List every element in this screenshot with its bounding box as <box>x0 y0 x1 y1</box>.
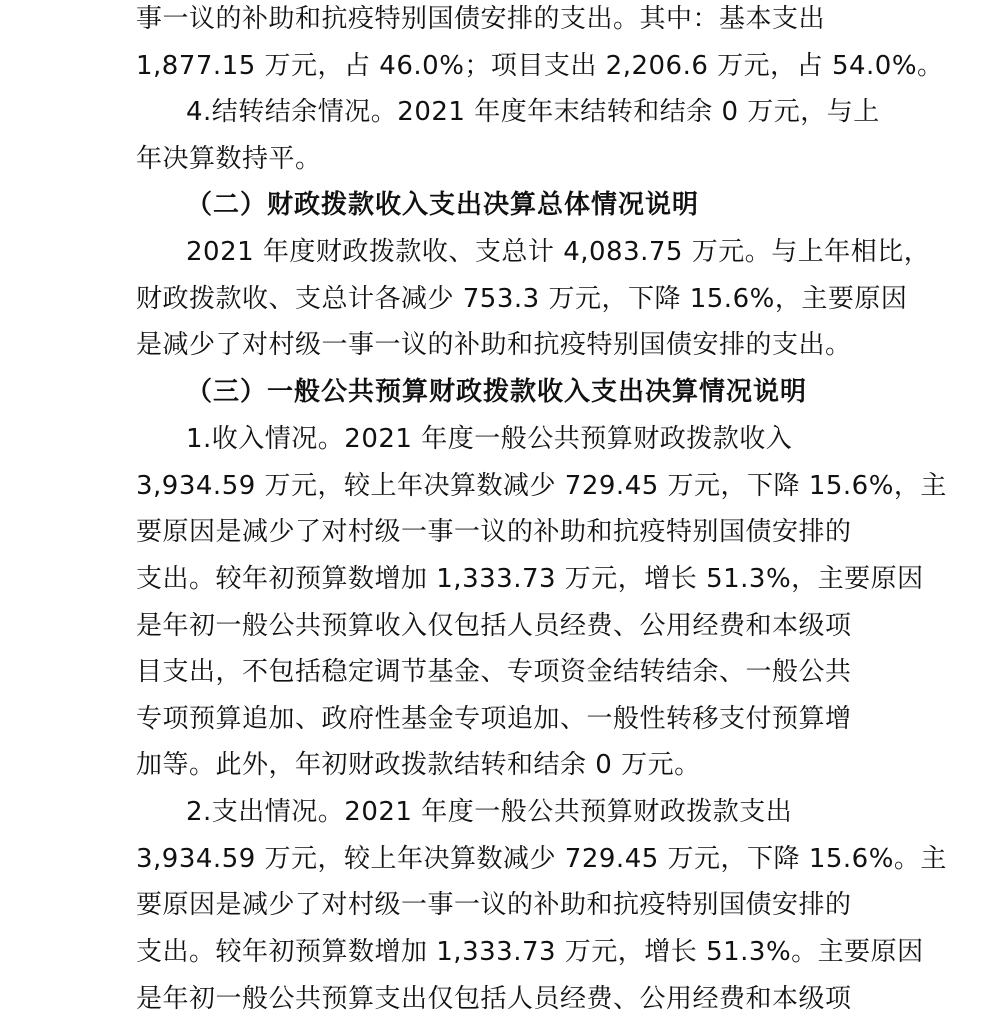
paragraph-line: 2021 年度财政拨款收、支总计 4,083.75 万元。与上年相比， <box>186 237 931 267</box>
paragraph-line: 2.支出情况。2021 年度一般公共预算财政拨款支出 <box>186 797 793 827</box>
paragraph-line: 3,934.59 万元，较上年决算数减少 729.45 万元，下降 15.6%。主 <box>136 844 947 874</box>
paragraph-line: 事一议的补助和抗疫特别国债安排的支出。其中：基本支出 <box>136 4 826 34</box>
paragraph-line: 要原因是减少了对村级一事一议的补助和抗疫特别国债安排的 <box>136 517 852 547</box>
section-heading: （三）一般公共预算财政拨款收入支出决算情况说明 <box>186 377 808 407</box>
paragraph-line: 3,934.59 万元，较上年决算数减少 729.45 万元，下降 15.6%，主 <box>136 471 947 501</box>
paragraph-line: 财政拨款收、支总计各减少 753.3 万元，下降 15.6%，主要原因 <box>136 284 908 314</box>
paragraph-line: 4.结转结余情况。2021 年度年末结转和结余 0 万元，与上 <box>186 97 880 127</box>
paragraph-line: 是减少了对村级一事一议的补助和抗疫特别国债安排的支出。 <box>136 330 852 360</box>
paragraph-line: 年决算数持平。 <box>136 144 322 174</box>
paragraph-line: 是年初一般公共预算收入仅包括人员经费、公用经费和本级项 <box>136 611 852 641</box>
paragraph-line: 加等。此外，年初财政拨款结转和结余 0 万元。 <box>136 750 701 780</box>
paragraph-line: 是年初一般公共预算支出仅包括人员经费、公用经费和本级项 <box>136 984 852 1014</box>
paragraph-line: 支出。较年初预算数增加 1,333.73 万元，增长 51.3%。主要原因 <box>136 937 924 967</box>
paragraph-line: 1,877.15 万元，占 46.0%；项目支出 2,206.6 万元，占 54.0%。 <box>136 51 944 81</box>
paragraph-line: 1.收入情况。2021 年度一般公共预算财政拨款收入 <box>186 424 793 454</box>
section-heading: （二）财政拨款收入支出决算总体情况说明 <box>186 190 700 220</box>
paragraph-line: 要原因是减少了对村级一事一议的补助和抗疫特别国债安排的 <box>136 890 852 920</box>
paragraph-line: 支出。较年初预算数增加 1,333.73 万元，增长 51.3%，主要原因 <box>136 564 924 594</box>
paragraph-line: 专项预算追加、政府性基金专项追加、一般性转移支付预算增 <box>136 704 852 734</box>
paragraph-line: 目支出，不包括稳定调节基金、专项资金结转结余、一般公共 <box>136 657 852 687</box>
